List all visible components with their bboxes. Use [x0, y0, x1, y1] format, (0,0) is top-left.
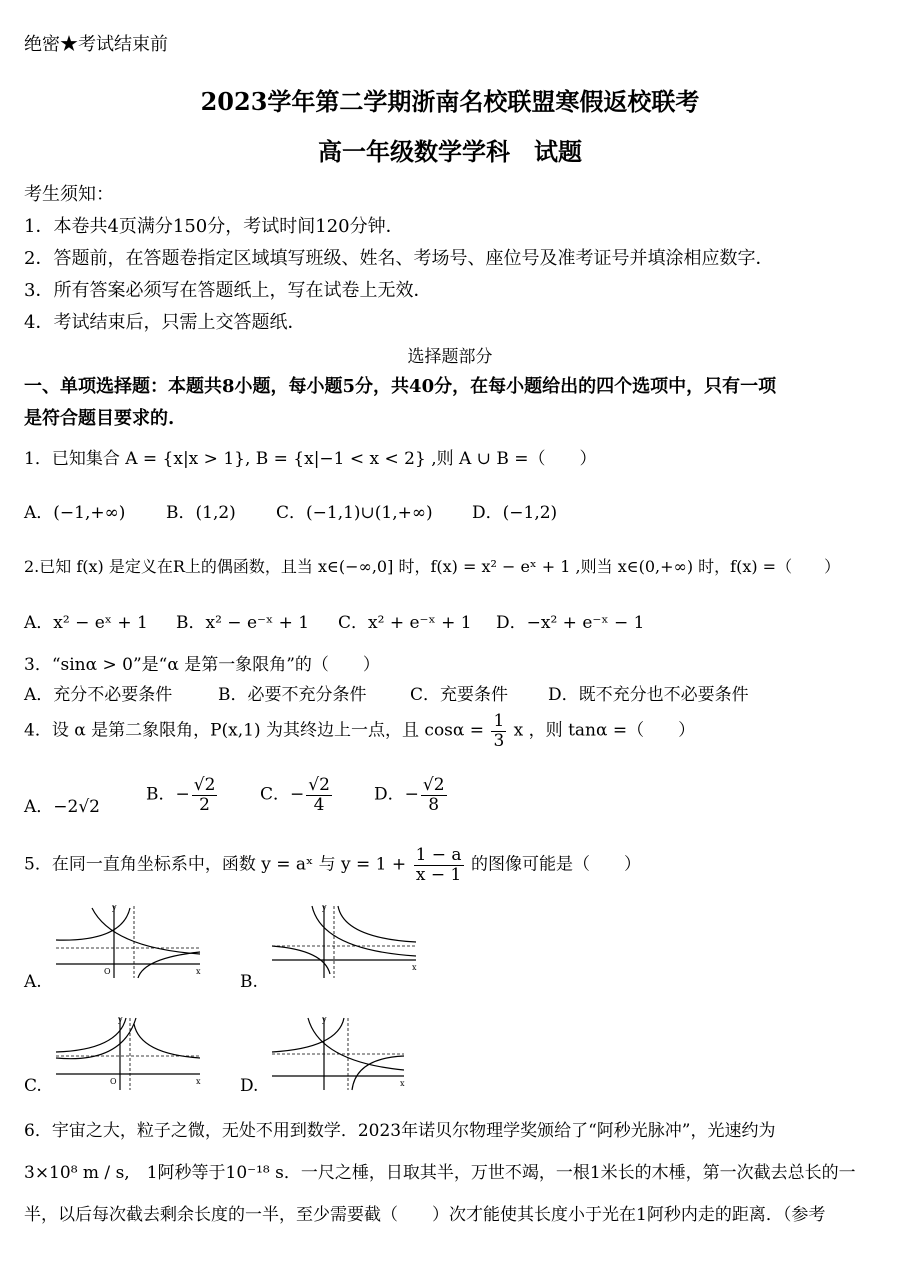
- q2-option-c: C．x² + e⁻ˣ + 1: [338, 613, 472, 633]
- q1-option-b: B．(1,2): [166, 503, 236, 523]
- q5-option-a: A.: [24, 972, 42, 992]
- q5-graph-a-origin-label: O: [104, 967, 111, 976]
- notice-item: 4．考试结束后，只需上交答题纸．: [24, 312, 306, 333]
- q5-graph-b-x-label: x: [412, 963, 417, 972]
- q4-option-d-denominator: 8: [428, 794, 440, 815]
- q4-fraction-numerator: 1: [493, 711, 505, 731]
- q4-stem-text: 4．设 α 是第二象限角，P(x,1) 为其终边上一点，且 cosα =: [24, 720, 485, 741]
- q4-option-c-fraction: [306, 776, 332, 814]
- q2-option-d: D．−x² + e⁻ˣ − 1: [496, 613, 645, 633]
- q4-option-b-numerator: √2: [193, 775, 216, 795]
- q5-graph-c-y-label: y: [118, 1015, 123, 1024]
- q5-option-c: C.: [24, 1076, 42, 1096]
- q1-option-c: C．(−1,1)∪(1,+∞): [276, 503, 433, 523]
- q5-fraction-numerator: 1 − a: [415, 845, 462, 865]
- notice-heading: 考生须知：: [24, 184, 114, 205]
- q2-option-a: A．x² − eˣ + 1: [24, 613, 148, 633]
- question-3-stem: 3．“sinα > 0”是“α 是第一象限角”的（ ）: [24, 655, 380, 675]
- exam-title: 2023学年第二学期浙南名校联盟寒假返校联考: [200, 87, 700, 116]
- notice-item: 2．答题前，在答题卷指定区域填写班级、姓名、考场号、座位号及准考证号并填涂相应数字．: [24, 248, 774, 269]
- q4-option-d-label: D．−: [374, 784, 419, 805]
- notice-item: 3．所有答案必须写在答题纸上，写在试卷上无效．: [24, 280, 432, 301]
- q3-option-c: C．充要条件: [410, 685, 509, 705]
- question-6-line: 6．宇宙之大，粒子之微，无处不用到数学．2023年诺贝尔物理学奖颁给了“阿秒光脉冲”，光速约为: [24, 1121, 776, 1141]
- q5-graph-c: [52, 1014, 204, 1092]
- q3-option-a: A．充分不必要条件: [24, 685, 173, 705]
- q2-option-b: B．x² − e⁻ˣ + 1: [176, 613, 310, 633]
- q5-fraction-denominator: x − 1: [415, 864, 462, 885]
- q4-option-b-fraction: [192, 776, 218, 814]
- q5-graph-d: [268, 1014, 408, 1092]
- question-5-stem: [24, 846, 641, 884]
- notice-item: 1．本卷共4页满分150分，考试时间120分钟．: [24, 216, 404, 237]
- question-6-line: 半，以后每次截去剩余长度的一半，至少需要截（ ）次才能使其长度小于光在1阿秒内走的距离．（参考: [24, 1205, 826, 1225]
- q4-option-d-numerator: √2: [422, 775, 445, 795]
- q5-graph-d-x-label: x: [400, 1079, 405, 1088]
- section-intro: 一、单项选择题：本题共8小题，每小题5分，共40分，在每小题给出的四个选项中，只有一项: [24, 376, 777, 397]
- section-intro: 是符合题目要求的.: [24, 408, 175, 429]
- q5-graph-a: [52, 902, 204, 980]
- q4-option-d: [374, 776, 449, 814]
- q5-graph-d-y-label: y: [322, 1015, 327, 1024]
- q4-option-b-label: B．−: [146, 784, 190, 805]
- q5-graph-a-x-label: x: [196, 967, 201, 976]
- q4-option-b-denominator: 2: [199, 794, 210, 815]
- q5-option-d: D.: [240, 1076, 259, 1096]
- q5-graph-b: [268, 902, 420, 980]
- q5-graph-a-y-label: y: [112, 903, 117, 912]
- q4-option-c-denominator: 4: [313, 794, 325, 815]
- section-part-title: 选择题部分: [407, 347, 493, 367]
- q3-option-d: D．既不充分也不必要条件: [548, 685, 749, 705]
- q4-option-c-numerator: √2: [308, 775, 330, 795]
- q5-graph-c-origin-label: O: [110, 1077, 117, 1086]
- q4-option-c-label: C．−: [260, 784, 305, 805]
- q4-fraction: [491, 712, 506, 750]
- q1-option-d: D．(−1,2): [472, 503, 558, 523]
- q5-fraction: [414, 846, 464, 884]
- exam-subtitle: 高一年级数学学科 试题: [318, 137, 582, 166]
- question-4-stem: [24, 712, 695, 750]
- q3-option-b: B．必要不充分条件: [218, 685, 367, 705]
- q5-option-b: B.: [240, 972, 258, 992]
- q4-option-d-fraction: [421, 776, 447, 814]
- question-1-stem: 1．已知集合 A = {x|x > 1}, B = {x|−1 < x < 2} ,则 A ∪ B =（ ）: [24, 449, 597, 469]
- question-6-line: 3×10⁸ m / s, 1阿秒等于10⁻¹⁸ s．一尺之棰，日取其半，万世不竭，一根1米长的木棰，第一次截去总长的一: [24, 1163, 856, 1183]
- q4-stem-text-end: x ，则 tanα =（ ）: [513, 720, 696, 741]
- q5-stem-text-end: 的图像可能是（ ）: [470, 854, 641, 875]
- question-2-stem: 2.已知 f(x) 是定义在R上的偶函数，且当 x∈(−∞,0] 时，f(x) = x² − eˣ + 1 ,则当 x∈(0,+∞) 时，f(x) =（ ）: [24, 557, 841, 576]
- q4-option-c: [260, 776, 334, 814]
- q4-option-b: [146, 776, 219, 814]
- q5-graph-c-x-label: x: [196, 1077, 201, 1086]
- secret-label: 绝密★考试结束前: [24, 34, 168, 55]
- q4-option-a: A．−2√2: [24, 797, 100, 817]
- q5-stem-text: 5．在同一直角坐标系中，函数 y = aˣ 与 y = 1 +: [24, 854, 407, 875]
- q5-graph-b-y-label: y: [322, 903, 327, 912]
- q1-option-a: A．(−1,+∞): [24, 503, 126, 523]
- q4-fraction-denominator: 3: [493, 730, 505, 751]
